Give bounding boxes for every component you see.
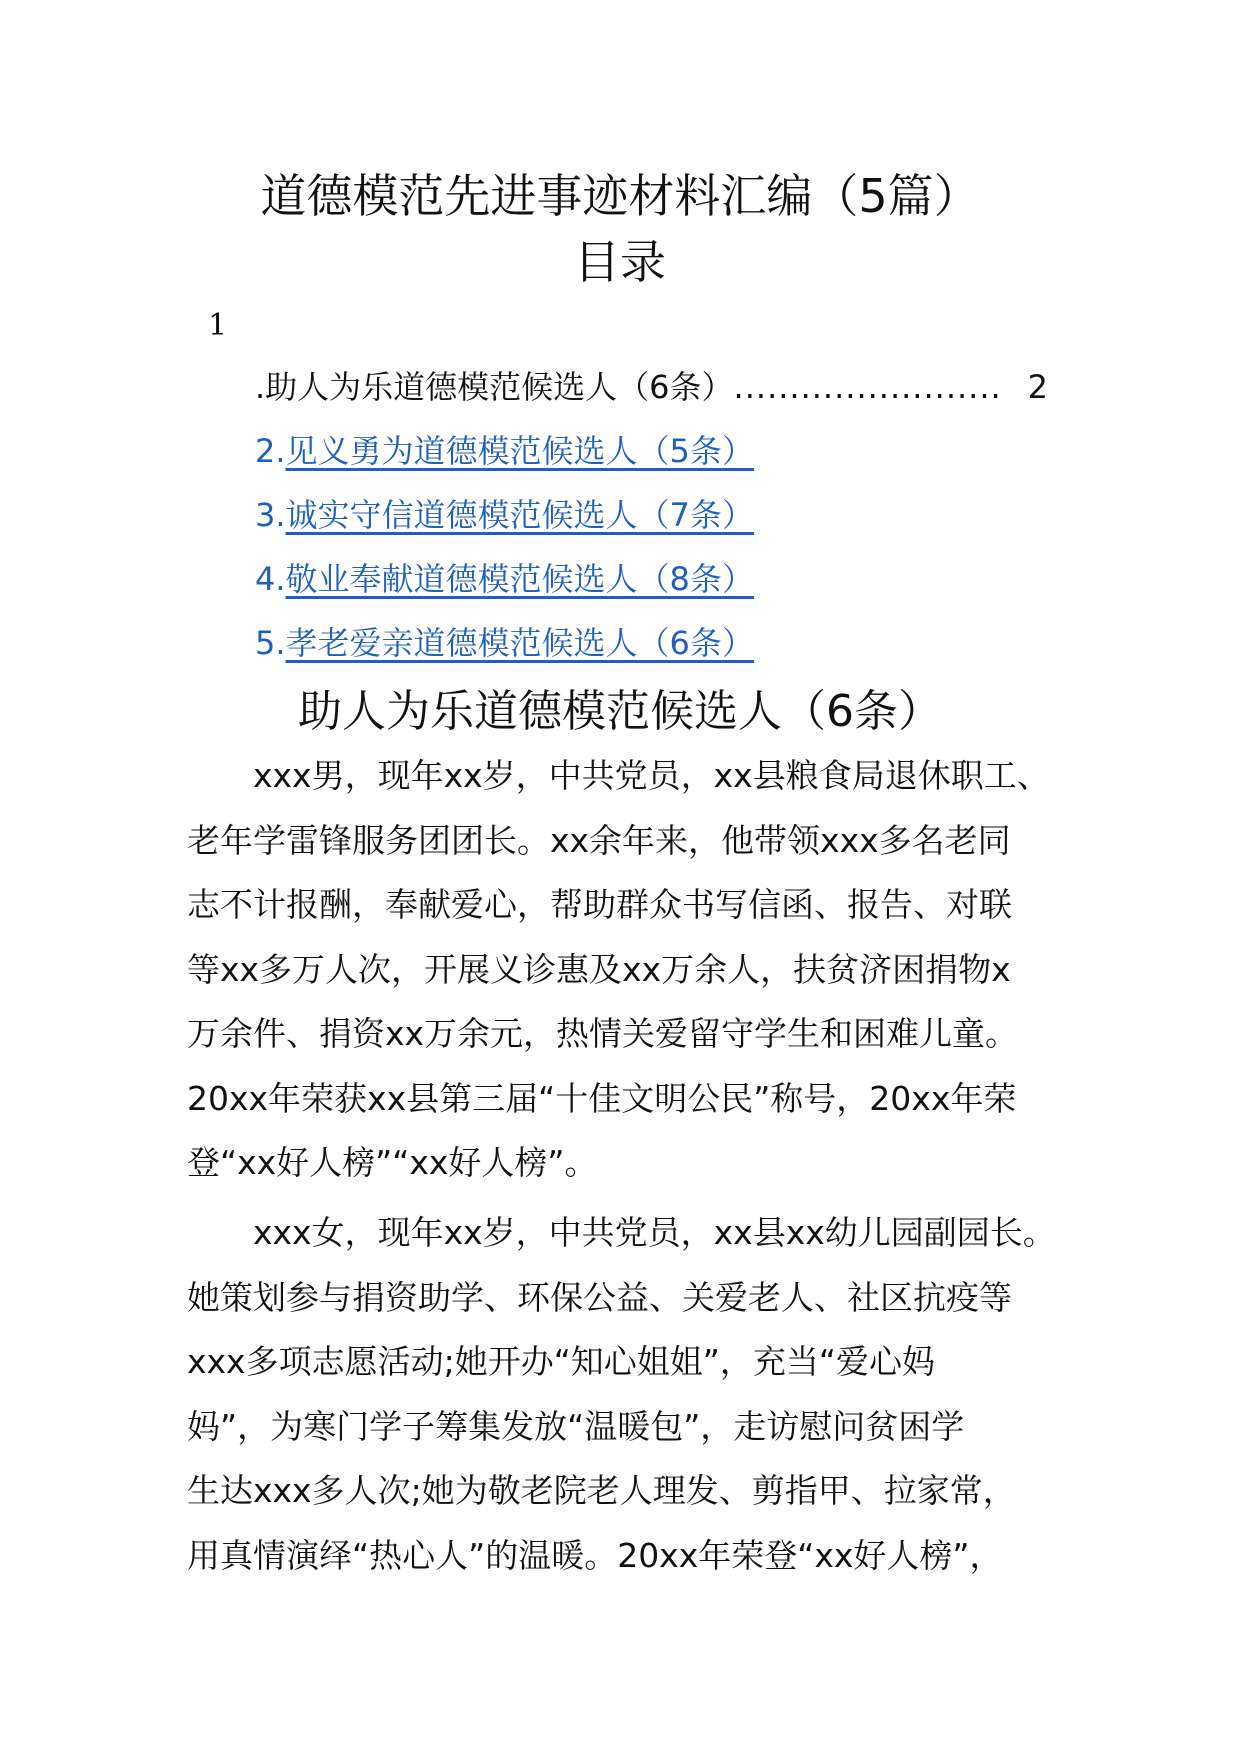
paragraph-line: 用真情演绎“热心人”的温暖。20xx年荣登“xx好人榜”， — [187, 1535, 1003, 1575]
toc-entry-1-page: 2 — [1027, 368, 1048, 406]
toc-link-3[interactable]: 诚实守信道德模范候选人（7条） — [285, 496, 754, 534]
paragraph-line: 万余件、捐资xx万余元，热情关爱留守学生和困难儿童。 — [187, 1014, 1019, 1053]
toc-entry-4 — [255, 557, 1055, 621]
paragraph-line: xxx女，现年xx岁，中共党员，xx县xx幼儿园副园长。 — [253, 1213, 1056, 1252]
table-of-contents — [255, 365, 1055, 685]
toc-entry-1[interactable] — [255, 365, 1048, 429]
paragraph-line: 登“xx好人榜”“xx好人榜”。 — [187, 1143, 598, 1182]
paragraph-line: 妈”，为寒门学子筹集发放“温暖包”，走访慰问贫困学 — [187, 1406, 965, 1446]
section-heading: 助人为乐道德模范候选人（6条） — [298, 686, 942, 737]
paragraph-line: 生达xxx多人次;她为敬老院老人理发、剪指甲、拉家常， — [187, 1471, 1016, 1510]
paragraph-line: xxx男，现年xx岁，中共党员，xx县粮食局退休职工、 — [253, 756, 1050, 795]
toc-entry-1-label: .助人为乐道德模范候选人（6条） — [255, 368, 734, 406]
toc-link-5[interactable]: 孝老爱亲道德模范候选人（6条） — [285, 624, 754, 662]
page-marker: 1 — [208, 308, 228, 343]
paragraph-line: 老年学雷锋服务团团长。xx余年来，他带领xxx多名老同 — [187, 820, 1011, 860]
paragraph-line: 她策划参与捐资助学、环保公益、关爱老人、社区抗疫等 — [187, 1277, 1012, 1317]
paragraph-1 — [187, 744, 1077, 1196]
toc-entry-3 — [255, 493, 1055, 557]
paragraph-line: xxx多项志愿活动;她开办“知心姐姐”，充当“爱心妈 — [187, 1342, 935, 1381]
toc-link-4[interactable]: 敬业奉献道德模范候选人（8条） — [285, 560, 754, 598]
document-title: 道德模范先进事迹材料汇编（5篇） — [260, 169, 980, 223]
toc-entry-2 — [255, 429, 1055, 493]
paragraph-line: 志不计报酬，奉献爱心，帮助群众书写信函、报告、对联 — [187, 885, 1012, 924]
paragraph-2 — [187, 1201, 1077, 1588]
toc-leader-dots: ........................ — [733, 368, 1002, 406]
toc-entry-5-number: 5. — [255, 624, 286, 662]
toc-entry-5 — [255, 621, 1055, 685]
toc-entry-4-number: 4. — [255, 560, 286, 598]
toc-entry-3-number: 3. — [255, 496, 286, 534]
toc-heading: 目录 — [574, 235, 666, 289]
paragraph-line: 20xx年荣获xx县第三届“十佳文明公民”称号，20xx年荣 — [187, 1078, 1017, 1118]
paragraph-line: 等xx多万人次，开展义诊惠及xx万余人，扶贫济困捐物x — [187, 949, 1011, 989]
toc-link-2[interactable]: 见义勇为道德模范候选人（5条） — [285, 432, 754, 470]
toc-entry-2-number: 2. — [255, 432, 286, 470]
